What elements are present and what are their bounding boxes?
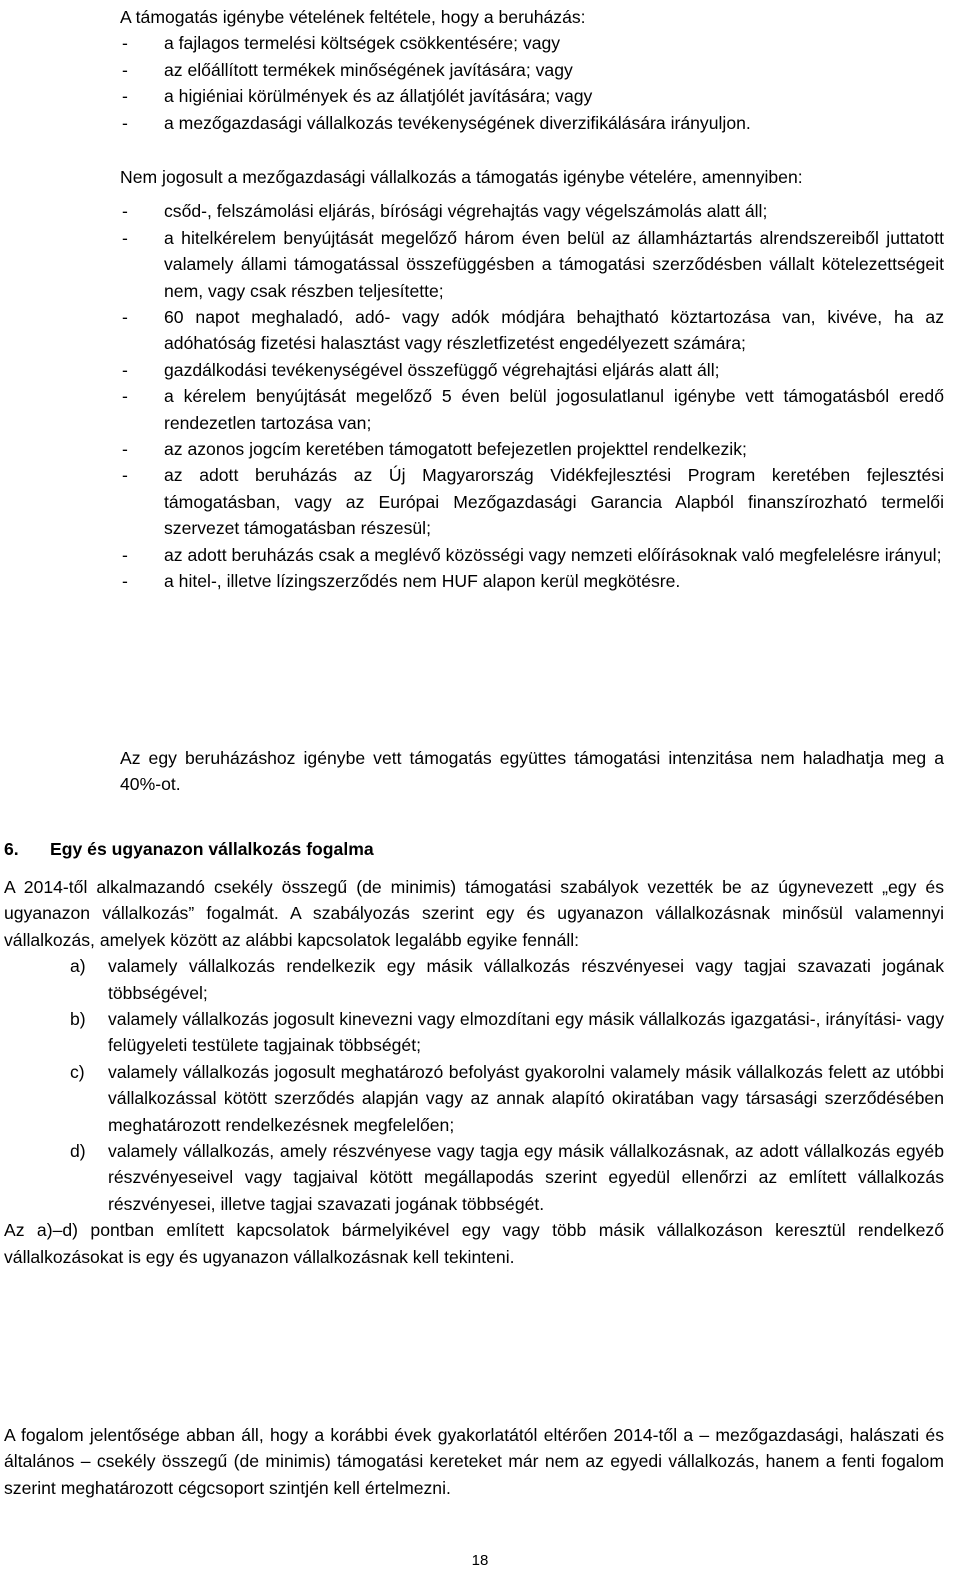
list-item: - 60 napot meghaladó, adó- vagy adók módjára behajtható köztartozása van, kivéve, ha az adóhatóság fizetési halasztást vagy részletfizetést engedélyezett számára; [122,307,944,354]
section-number: 6. [4,839,19,859]
list-item: - a fajlagos termelési költségek csökkentésére; vagy [122,33,561,54]
list-item: - az azonos jogcím keretében támogatott befejezetlen projekttel rendelkezik; [122,439,747,460]
section-body [4,874,944,1270]
intro-lead: A támogatás igénybe vételének feltétele, hogy a beruházás: [120,7,586,27]
section-intro: A 2014-től alkalmazandó csekély összegű (de minimis) támogatási szabályok vezették be az úgynevezett „egy és ugyanazon vállalkozás” fogalmát. A szabályozás szerint egy és ugyanazon vállalkozásnak minősül valamennyi vállalkozás, amelyek között az alábbi kapcsolatok legalább egyike fennáll: [4,877,944,950]
relation-list [4,953,944,1217]
ineligible-list [120,198,944,594]
section-title: Egy és ugyanazon vállalkozás fogalma [50,839,374,859]
intensity-paragraph: Az egy beruházáshoz igénybe vett támogatás együttes támogatási intenzitása nem haladhatja meg a 40%-ot. [120,748,944,795]
intro-block [120,4,944,136]
list-item: - a kérelem benyújtását megelőző 5 éven belül jogosulatlanul igénybe vett támogatásból eredő rendezetlen tartozása van; [122,386,944,433]
list-item: b) valamely vállalkozás jogosult kinevezni vagy elmozdítani egy másik vállalkozás igazgatási-, irányítási- vagy felügyeleti testülete tagjainak többségét; [70,1009,944,1056]
section-after: Az a)–d) pontban említett kapcsolatok bármelyikével egy vagy több másik vállalkozáson keresztül rendelkező vállalkozásokat is egy és ugyanazon vállalkozásnak kell tekinteni. [4,1220,944,1267]
list-item: - a hitel-, illetve lízingszerződés nem HUF alapon kerül megkötésre. [122,571,681,592]
intro-list [120,30,944,136]
significance-paragraph: A fogalom jelentősége abban áll, hogy a korábbi évek gyakorlatától eltérően 2014-től a – mezőgazdasági, halászati és általános – csekély összegű (de minimis) támogatási kereteket már nem az egyedi vállalkozás, hanem a fenti fogalom szerint meghatározott cégcsoport szintjén kell értelmezni. [4,1425,944,1498]
list-item: - gazdálkodási tevékenységével összefüggő végrehajtási eljárás alatt áll; [122,359,720,380]
list-item: - a hitelkérelem benyújtását megelőző három éven belül az államháztartás alrendszereiből juttatott valamely állami támogatással összefüggésben a támogatási szerződésben vállalt kötelezettségeit nem, vagy csak részben teljesítette; [122,227,944,301]
ineligible-lead: Nem jogosult a mezőgazdasági vállalkozás a támogatás igénybe vételére, amennyiben: [120,167,803,187]
list-item: - a mezőgazdasági vállalkozás tevékenységének diverzifikálására irányuljon. [122,112,751,133]
list-item: d) valamely vállalkozás, amely részvényese vagy tagja egy másik vállalkozásnak, az adott vállalkozás egyéb részvényeseivel vagy tagjaival kötött megállapodás szerint egyedül ellenőrzi az említett vállalkozás részvényesei, illetve tagjai szavazati jogának többségét. [70,1141,944,1214]
list-item: - az adott beruházás az Új Magyarország Vidékfejlesztési Program keretében fejlesztési támogatásban, vagy az Európai Mezőgazdasági Garancia Alapból finanszírozható termelői szervezet támogatásban részesül; [122,465,944,539]
list-item: - az adott beruházás csak a meglévő közösségi vagy nemzeti előírásoknak való megfelelésre irányul; [122,544,942,565]
list-item: a) valamely vállalkozás rendelkezik egy másik vállalkozás részvényesei vagy tagjai szavazati jogának többségével; [70,956,944,1003]
list-item: c) valamely vállalkozás jogosult meghatározó befolyást gyakorolni valamely másik vállalkozás felett az utóbbi vállalkozással kötött szerződés alapján vagy az annak alapító okiratában vagy társasági szerződésében meghatározott rendelkezésnek megfelelően; [70,1061,944,1135]
list-item: - a higiéniai körülmények és az állatjólét javítására; vagy [122,86,593,107]
ineligible-block [120,164,944,595]
page-number: 18 [471,1552,489,1569]
list-item: - az előállított termékek minőségének javítására; vagy [122,59,573,80]
section-heading [4,836,944,862]
list-item: - csőd-, felszámolási eljárás, bírósági végrehajtás vagy végelszámolás alatt áll; [122,201,768,222]
